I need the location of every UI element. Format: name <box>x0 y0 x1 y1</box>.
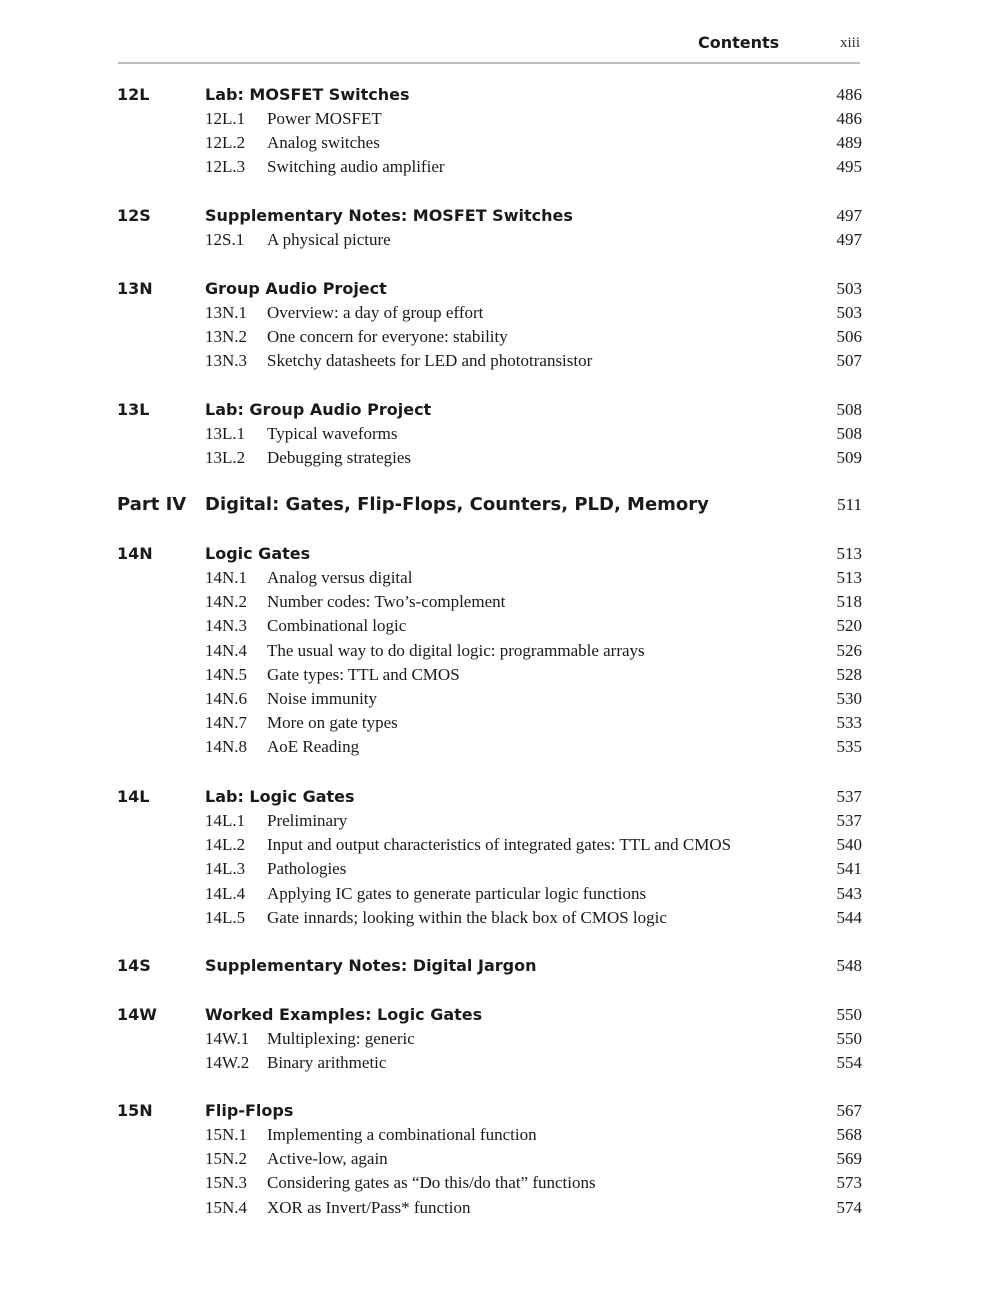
section-title: Applying IC gates to generate particular logic functions <box>267 883 647 903</box>
section-page: 497 <box>836 230 862 249</box>
toc-chapter <box>0 1100 986 1221</box>
chapter-row <box>0 1004 986 1028</box>
section-page: 568 <box>836 1125 862 1144</box>
chapter-page: 537 <box>836 787 862 806</box>
chapter-title: Supplementary Notes: MOSFET Switches <box>205 206 573 225</box>
section-page: 508 <box>836 424 862 443</box>
section-page: 489 <box>836 133 862 153</box>
section-row <box>0 229 986 253</box>
section-title: AoE Reading <box>267 737 360 757</box>
chapter-page: 511 <box>837 495 862 514</box>
chapter-title: Supplementary Notes: Digital Jargon <box>205 956 537 975</box>
chapter-page: 508 <box>836 400 862 419</box>
section-row <box>0 810 986 834</box>
toc-chapter <box>0 399 986 471</box>
section-row <box>0 156 986 180</box>
section-row <box>0 1197 986 1221</box>
chapter-title: Lab: Logic Gates <box>205 787 355 806</box>
section-number: 12L.2 <box>205 133 246 153</box>
section-row <box>0 1148 986 1172</box>
chapter-title: Logic Gates <box>205 544 311 563</box>
section-row <box>0 640 986 664</box>
toc-chapter <box>0 786 986 931</box>
section-title: Combinational logic <box>267 616 407 636</box>
section-row <box>0 883 986 907</box>
section-row <box>0 907 986 931</box>
section-title: Sketchy datasheets for LED and phototransistor <box>267 351 593 371</box>
chapter-page: 503 <box>836 279 862 298</box>
section-title: One concern for everyone: stability <box>267 327 508 347</box>
section-row <box>0 302 986 326</box>
section-row <box>0 712 986 736</box>
section-number: 14N.6 <box>205 688 248 708</box>
section-title: Switching audio amplifier <box>267 157 445 177</box>
chapter-row <box>0 278 986 302</box>
section-number: 14N.4 <box>205 640 248 660</box>
section-row <box>0 688 986 712</box>
section-title: Preliminary <box>267 811 348 830</box>
chapter-page: 548 <box>836 956 862 975</box>
section-page: 503 <box>836 303 862 322</box>
section-page: 513 <box>836 568 862 587</box>
page-header <box>118 30 860 58</box>
chapter-page: 486 <box>836 85 862 104</box>
section-page: 533 <box>836 713 862 733</box>
section-title: Implementing a combinational function <box>267 1125 537 1144</box>
section-number: 12L.3 <box>205 157 246 177</box>
toc-chapter <box>0 955 986 979</box>
section-title: Typical waveforms <box>267 424 398 443</box>
section-page: 541 <box>836 859 862 879</box>
section-number: 14N.7 <box>205 713 248 733</box>
section-number: 15N.1 <box>205 1125 248 1144</box>
chapter-row <box>0 543 986 567</box>
section-page: 518 <box>836 592 862 612</box>
section-number: 14L.5 <box>205 907 246 927</box>
section-number: 14W.2 <box>205 1053 250 1073</box>
section-row <box>0 447 986 471</box>
section-number: 13L.2 <box>205 448 246 468</box>
page-number: xiii <box>839 35 860 51</box>
section-title: Debugging strategies <box>267 448 411 468</box>
section-title: Power MOSFET <box>267 109 382 128</box>
section-row <box>0 736 986 760</box>
chapter-number: 13L <box>117 400 150 419</box>
section-number: 14W.1 <box>205 1029 250 1048</box>
section-number: 13N.3 <box>205 351 248 371</box>
section-page: 573 <box>836 1173 862 1193</box>
chapter-row <box>0 1100 986 1124</box>
chapter-row <box>0 84 986 108</box>
chapter-row <box>0 399 986 423</box>
section-title: Pathologies <box>267 859 347 879</box>
chapter-title: Digital: Gates, Flip-Flops, Counters, PLD, Memory <box>205 494 709 515</box>
section-number: 13N.1 <box>205 303 248 322</box>
section-row <box>0 350 986 374</box>
section-number: 15N.3 <box>205 1173 248 1193</box>
section-title: Noise immunity <box>267 688 378 708</box>
section-number: 14L.1 <box>205 811 246 830</box>
section-row <box>0 326 986 350</box>
section-row <box>0 1028 986 1052</box>
section-row <box>0 615 986 639</box>
section-page: 520 <box>836 616 862 636</box>
section-number: 14N.8 <box>205 737 248 757</box>
chapter-title: Worked Examples: Logic Gates <box>205 1005 483 1024</box>
section-page: 537 <box>836 811 862 830</box>
chapter-row <box>0 955 986 979</box>
chapter-number: 14W <box>117 1005 157 1024</box>
section-title: The usual way to do digital logic: programmable arrays <box>267 640 645 660</box>
chapter-row <box>0 786 986 810</box>
section-page: 544 <box>836 907 862 927</box>
section-title: Gate types: TTL and CMOS <box>267 664 460 684</box>
running-head: Contents <box>698 33 780 52</box>
chapter-title: Lab: Group Audio Project <box>205 400 432 419</box>
section-number: 13N.2 <box>205 327 248 347</box>
section-title: More on gate types <box>267 713 398 733</box>
section-number: 13L.1 <box>205 424 246 443</box>
chapter-row <box>0 205 986 229</box>
chapter-page: 497 <box>836 206 862 225</box>
section-number: 14N.5 <box>205 664 248 684</box>
section-number: 14L.2 <box>205 835 246 855</box>
toc-part <box>0 494 986 518</box>
chapter-number: 12L <box>117 85 150 104</box>
section-row <box>0 834 986 858</box>
section-title: Analog versus digital <box>267 568 413 587</box>
section-number: 14N.2 <box>205 592 248 612</box>
chapter-page: 513 <box>836 544 862 563</box>
section-row <box>0 591 986 615</box>
section-title: Binary arithmetic <box>267 1053 387 1073</box>
section-page: 554 <box>836 1053 862 1073</box>
section-page: 574 <box>836 1197 862 1217</box>
section-page: 540 <box>836 835 862 855</box>
chapter-row <box>0 494 986 518</box>
section-title: Number codes: Two’s-complement <box>267 592 506 612</box>
section-title: Gate innards; looking within the black box of CMOS logic <box>267 907 667 927</box>
chapter-page: 550 <box>836 1005 862 1024</box>
section-page: 506 <box>836 327 862 347</box>
section-row <box>0 567 986 591</box>
section-number: 14L.3 <box>205 859 246 879</box>
section-number: 12L.1 <box>205 109 246 128</box>
section-page: 526 <box>836 640 862 660</box>
section-number: 14N.1 <box>205 568 248 587</box>
section-row <box>0 858 986 882</box>
chapter-number: 13N <box>117 279 153 298</box>
section-number: 14N.3 <box>205 616 248 636</box>
chapter-title: Lab: MOSFET Switches <box>205 85 410 104</box>
header-rule <box>118 62 860 64</box>
section-title: A physical picture <box>267 230 391 249</box>
section-page: 530 <box>836 688 862 708</box>
chapter-number: 15N <box>117 1101 153 1120</box>
section-page: 509 <box>836 448 862 468</box>
section-title: Considering gates as “Do this/do that” functions <box>267 1173 596 1193</box>
section-number: 14L.4 <box>205 883 246 903</box>
section-number: 15N.4 <box>205 1197 248 1217</box>
chapter-title: Flip-Flops <box>205 1101 294 1120</box>
toc-chapter <box>0 205 986 253</box>
chapter-number: 12S <box>117 206 151 225</box>
section-page: 550 <box>836 1029 862 1048</box>
section-title: XOR as Invert/Pass* function <box>267 1197 471 1217</box>
section-page: 486 <box>836 109 862 128</box>
section-page: 528 <box>836 664 862 684</box>
section-row <box>0 664 986 688</box>
section-title: Active-low, again <box>267 1149 388 1169</box>
chapter-number: 14S <box>117 956 151 975</box>
chapter-title: Group Audio Project <box>205 279 387 298</box>
section-page: 535 <box>836 737 862 757</box>
section-number: 12S.1 <box>205 230 245 249</box>
section-title: Multiplexing: generic <box>267 1029 415 1048</box>
chapter-number: 14L <box>117 787 150 806</box>
section-row <box>0 1124 986 1148</box>
toc-chapter <box>0 1004 986 1076</box>
chapter-number: 14N <box>117 544 153 563</box>
section-title: Overview: a day of group effort <box>267 303 484 322</box>
section-row <box>0 108 986 132</box>
toc-chapter <box>0 278 986 375</box>
section-title: Input and output characteristics of integrated gates: TTL and CMOS <box>267 835 732 855</box>
section-row <box>0 1052 986 1076</box>
chapter-page: 567 <box>836 1101 862 1120</box>
section-row <box>0 1172 986 1196</box>
section-page: 507 <box>836 351 862 371</box>
section-number: 15N.2 <box>205 1149 248 1169</box>
section-page: 569 <box>836 1149 862 1169</box>
section-row <box>0 423 986 447</box>
section-page: 495 <box>836 157 862 177</box>
section-title: Analog switches <box>267 133 380 153</box>
section-row <box>0 132 986 156</box>
section-page: 543 <box>836 883 862 903</box>
chapter-number: Part IV <box>117 494 187 515</box>
toc-chapter <box>0 543 986 761</box>
toc-chapter <box>0 84 986 181</box>
